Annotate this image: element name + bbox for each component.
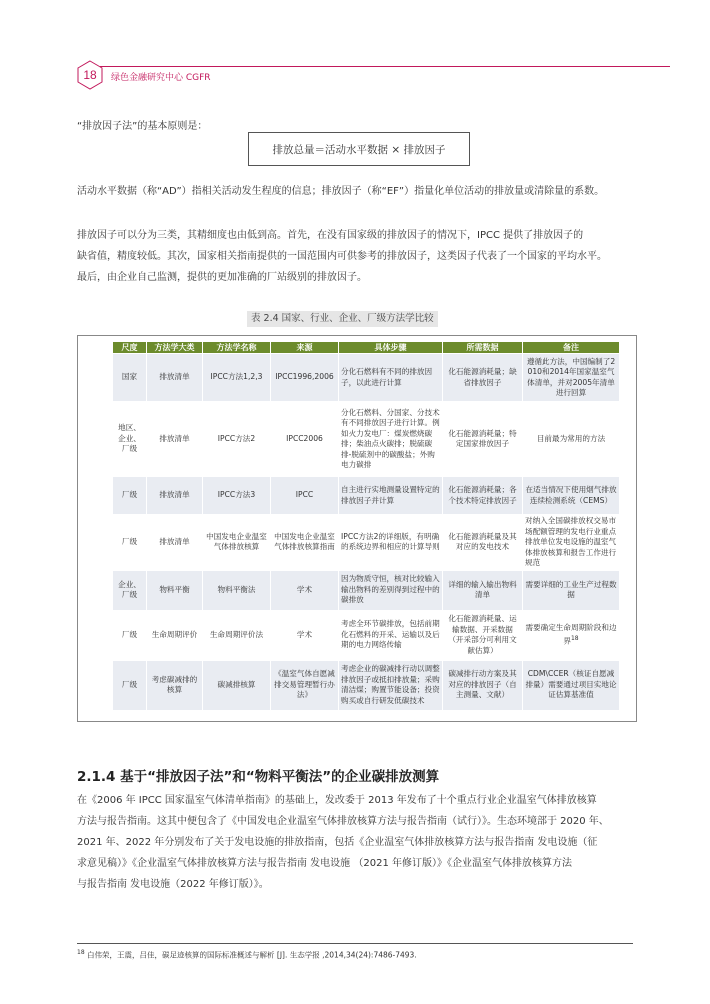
table-row bbox=[113, 354, 620, 402]
table-cell: 目前最为常用的方法 bbox=[523, 402, 620, 477]
table-cell: 排放清单 bbox=[147, 402, 203, 477]
methodology-table bbox=[112, 341, 620, 711]
table-cell: IPCC方法2 bbox=[203, 402, 271, 477]
paragraph-factor-types bbox=[77, 225, 637, 288]
table-cell: IPCC方法1,2,3 bbox=[203, 354, 271, 402]
paragraph-line: 2021 年、2022 年分别发布了关于发电设施的排放指南，包括《企业温室气体排放核算方法与报告指南 发电设施（征 bbox=[77, 837, 598, 848]
table-cell-text: 需要确定生命周期阶段和边界 bbox=[525, 623, 617, 646]
footnote-ref: 18 bbox=[570, 634, 579, 642]
paragraph-line: 缺省值，精度较低。其次，国家相关指南提供的一国范围内可供参考的排放因子，这类因子代表了一个国家的平均水平。 bbox=[77, 251, 607, 262]
table-cell: 学术 bbox=[271, 570, 339, 610]
table-row bbox=[113, 610, 620, 660]
table-cell: 化石能源消耗量及其对应的发电技术 bbox=[443, 515, 523, 571]
formula-text: 排放总量＝活动水平数据 × 排放因子 bbox=[272, 143, 446, 156]
table-cell: 《温室气体自愿减排交易管理暂行办法》 bbox=[271, 660, 339, 710]
page-number-badge bbox=[77, 60, 103, 90]
table-cell: 国家 bbox=[113, 354, 147, 402]
column-header: 方法学大类 bbox=[147, 342, 203, 354]
table-cell: 在适当情况下使用烟气排放连续检测系统（CEMS） bbox=[523, 477, 620, 515]
table-cell: 因为物质守恒，核对比较输入输出物料的差别得到过程中的碳排放 bbox=[339, 570, 443, 610]
page-number: 18 bbox=[83, 68, 97, 82]
table-cell: 中国发电企业温室气体排放核算指南 bbox=[271, 515, 339, 571]
footnote-number: 18 bbox=[77, 949, 85, 956]
table-cell: 排放清单 bbox=[147, 354, 203, 402]
table-cell: 分化石燃料、分国家、分技术有不同排放因子进行计算。例如火力发电厂：煤炭燃烧碳排；柴油点火碳排；脱硫碳排-脱硫剂中的碳酸盐；外购电力碳排 bbox=[339, 402, 443, 477]
intro-text: “排放因子法”的基本原则是： bbox=[77, 121, 208, 132]
column-header: 来源 bbox=[271, 342, 339, 354]
paragraph-line: 最后，由企业自己监测，提供的更加准确的厂站级别的排放因子。 bbox=[77, 272, 367, 283]
table-cell: 考虑全环节碳排放，包括前期化石燃料的开采、运输以及后期的电力网络传输 bbox=[339, 610, 443, 660]
table-cell: 厂级 bbox=[113, 660, 147, 710]
table-cell: 碳减排核算 bbox=[203, 660, 271, 710]
paragraph-line: 在《2006 年 IPCC 国家温室气体清单指南》的基础上，发改委于 2013 年发布了十个重点行业企业温室气体排放核算 bbox=[77, 795, 597, 806]
footnote-text: 白伟荣，王震，吕佳，碳足迹核算的国际标准概述与解析 [J]. 生态学报 ,2014,34(24):7486-7493. bbox=[87, 950, 417, 960]
table-cell: IPCC bbox=[271, 477, 339, 515]
table-cell: 对纳入全国碳排放权交易市场配额管理的发电行业重点排放单位发电设施的温室气体排放核算和报告工作进行规范 bbox=[523, 515, 620, 571]
section-paragraph bbox=[77, 790, 637, 895]
table-cell: IPCC2006 bbox=[271, 402, 339, 477]
table-cell: 需要详细的工业生产过程数据 bbox=[523, 570, 620, 610]
table-cell: CDM\CCER（核证自愿减排量）需要通过项目实地论证估算基准值 bbox=[523, 660, 620, 710]
table-cell: 中国发电企业温室气体排放核算 bbox=[203, 515, 271, 571]
header-rule bbox=[100, 66, 670, 67]
table-cell: 碳减排行动方案及其对应的排放因子（自主测量、文献） bbox=[443, 660, 523, 710]
table-cell: 化石能源消耗量、运输数据、开采数据（开采部分可利用文献估算） bbox=[443, 610, 523, 660]
table-cell: 化石能源消耗量；缺省排放因子 bbox=[443, 354, 523, 402]
table-cell: 厂级 bbox=[113, 515, 147, 571]
table-row bbox=[113, 570, 620, 610]
table-cell: 厂级 bbox=[113, 477, 147, 515]
table-cell: 化石能源消耗量；特定国家排放因子 bbox=[443, 402, 523, 477]
table-cell: 厂级 bbox=[113, 610, 147, 660]
table-cell: IPCC1996,2006 bbox=[271, 354, 339, 402]
table-row bbox=[113, 515, 620, 571]
table-row bbox=[113, 402, 620, 477]
table-cell: 物料平衡法 bbox=[203, 570, 271, 610]
header-title: 绿色金融研究中心 CGFR bbox=[111, 73, 211, 83]
table-frame bbox=[77, 335, 637, 722]
table-cell: 自主进行实地测量设置特定的排放因子并计算 bbox=[339, 477, 443, 515]
column-header: 尺度 bbox=[113, 342, 147, 354]
paragraph-line: 排放因子可以分为三类，其精细度也由低到高。首先，在没有国家级的排放因子的情况下，IPCC 提供了排放因子的 bbox=[77, 230, 584, 241]
paragraph-line: 求意见稿）》《企业温室气体排放核算方法与报告指南 发电设施 （2021 年修订版）》《企业温室气体排放核算方法 bbox=[77, 858, 572, 869]
section-title: 2.1.4 基于“排放因子法”和“物料平衡法”的企业碳排放测算 bbox=[77, 769, 440, 785]
column-header: 所需数据 bbox=[443, 342, 523, 354]
table-cell: IPCC方法3 bbox=[203, 477, 271, 515]
table-cell: 分化石燃料有不同的排放因子，以此进行计算 bbox=[339, 354, 443, 402]
paragraph-ad-ef: 活动水平数据（称“AD”）指相关活动发生程度的信息；排放因子（称“EF”）指量化单位活动的排放量或清除量的系数。 bbox=[77, 186, 605, 197]
table-cell bbox=[523, 610, 620, 660]
formula-box bbox=[248, 132, 470, 166]
table-cell: 考虑碳减排的核算 bbox=[147, 660, 203, 710]
column-header: 具体步骤 bbox=[339, 342, 443, 354]
table-cell: 物料平衡 bbox=[147, 570, 203, 610]
table-row bbox=[113, 660, 620, 710]
table-cell: 排放清单 bbox=[147, 515, 203, 571]
table-cell: 遵循此方法，中国编制了2010和2014年国家温室气体清单，并对2005年清单进行回算 bbox=[523, 354, 620, 402]
paragraph-line: 方法与报告指南。这其中便包含了《中国发电企业温室气体排放核算方法与报告指南（试行）》。生态环境部于 2020 年、 bbox=[77, 816, 609, 827]
footnote-rule bbox=[77, 943, 633, 944]
table-cell: IPCC方法2的详细版，有明确的系统边界和相应的计算导则 bbox=[339, 515, 443, 571]
table-cell: 地区、企业、厂级 bbox=[113, 402, 147, 477]
table-cell: 生命周期评价法 bbox=[203, 610, 271, 660]
table-cell: 企业、厂级 bbox=[113, 570, 147, 610]
column-header: 备注 bbox=[523, 342, 620, 354]
column-header: 方法学名称 bbox=[203, 342, 271, 354]
table-cell: 考虑企业的碳减排行动以调整排放因子或抵扣排放量；采购清洁煤；购置节能设备；投资购买或自行研发低碳技术 bbox=[339, 660, 443, 710]
footnote bbox=[77, 949, 417, 961]
table-row bbox=[113, 477, 620, 515]
table-caption: 表 2.4 国家、行业、企业、厂级方法学比较 bbox=[247, 311, 438, 327]
table-cell: 排放清单 bbox=[147, 477, 203, 515]
table-cell: 化石能源消耗量；各个技术特定排放因子 bbox=[443, 477, 523, 515]
table-cell: 详细的输入输出物料清单 bbox=[443, 570, 523, 610]
table-cell: 生命周期评价 bbox=[147, 610, 203, 660]
table-cell: 学术 bbox=[271, 610, 339, 660]
paragraph-line: 与报告指南 发电设施（2022 年修订版）》。 bbox=[77, 879, 269, 890]
